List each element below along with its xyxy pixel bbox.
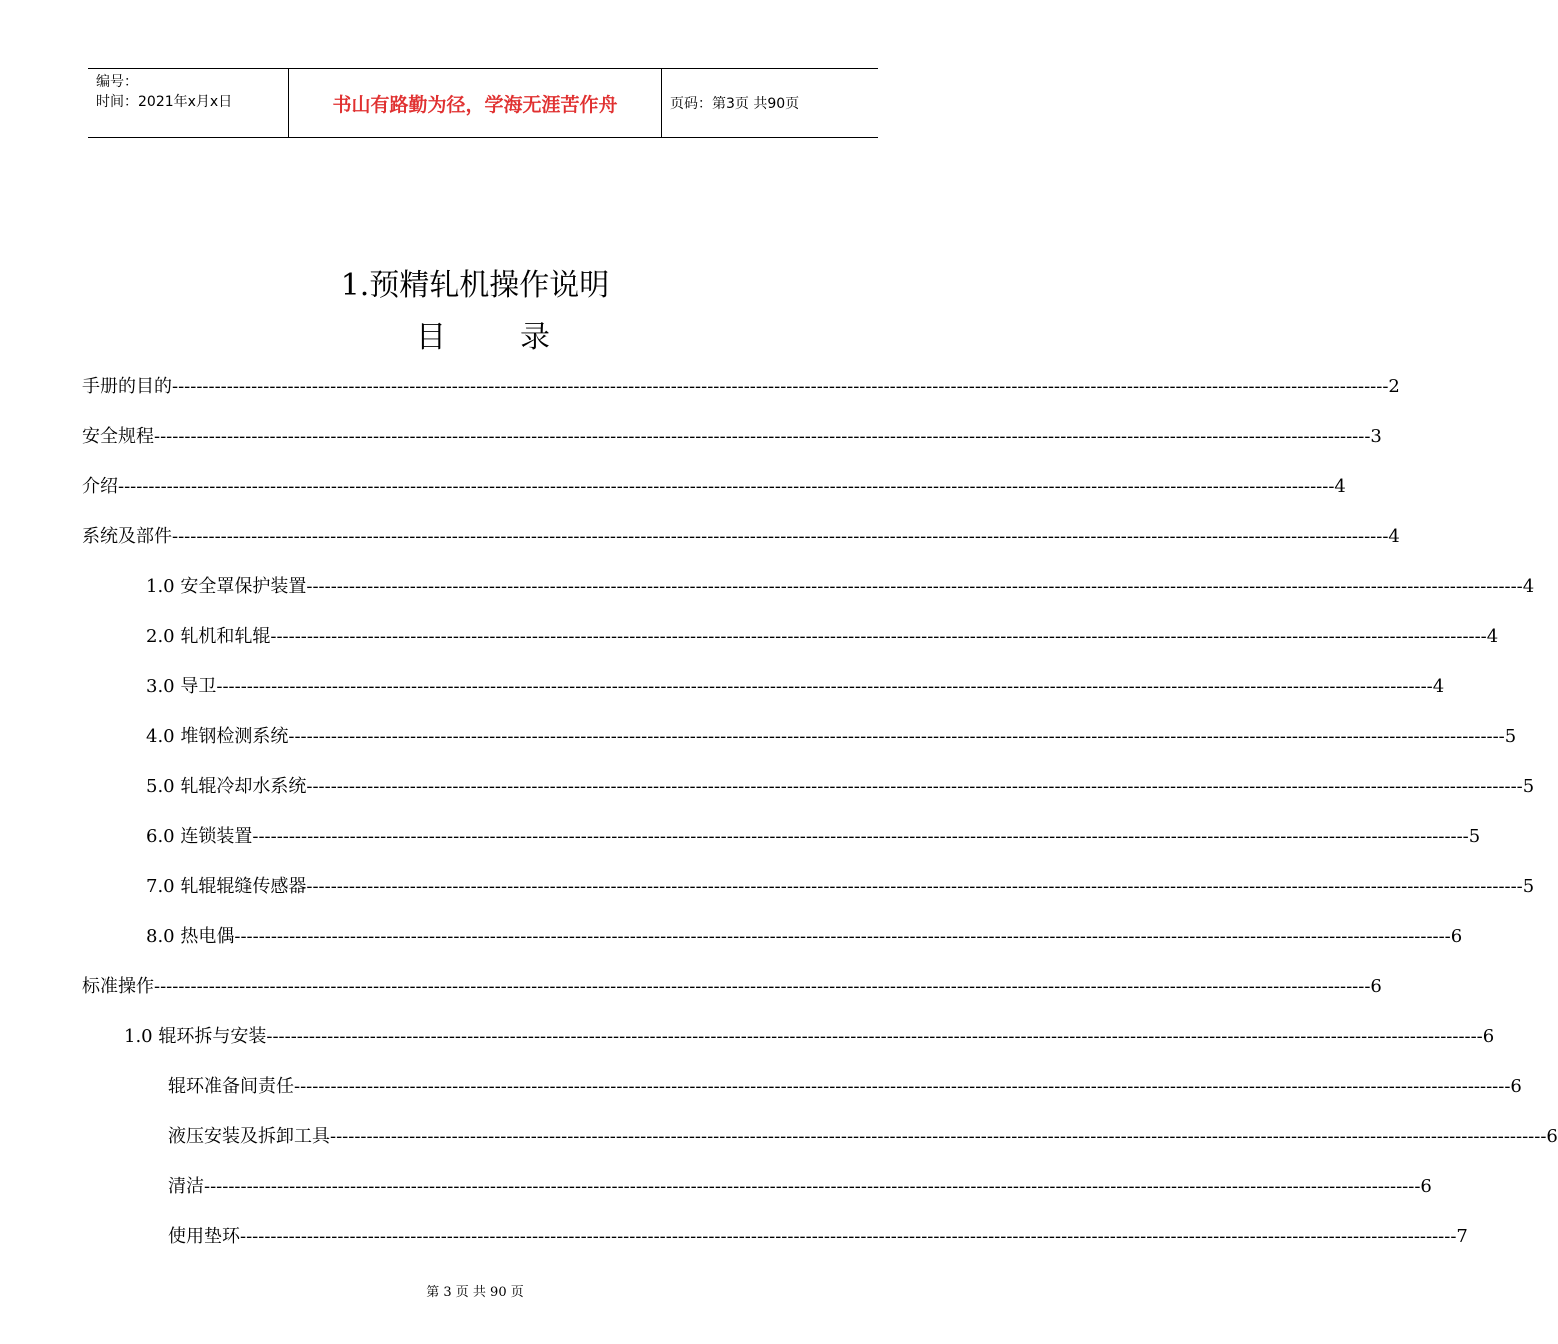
header-page-info: 页码：第3页 共90页 (670, 96, 800, 112)
toc-entry[interactable] (146, 674, 1445, 700)
toc-leader: -------------------------------------------------------------------------------------------------------------------------------------------------------------------------------------------------------- (330, 1126, 1547, 1147)
toc-entry-label: 1.0 安全罩保护装置 (146, 576, 307, 597)
toc-leader: -------------------------------------------------------------------------------------------------------------------------------------------------------------------------------------------------------- (216, 676, 1433, 697)
toc-entry-page: 7 (1456, 1226, 1468, 1247)
toc-entry-label: 标准操作 (82, 976, 154, 997)
toc-entry-label: 辊环准备间责任 (168, 1076, 294, 1097)
toc-entry[interactable] (168, 1224, 1468, 1250)
toc-entry[interactable] (168, 1124, 1558, 1150)
toc-leader: -------------------------------------------------------------------------------------------------------------------------------------------------------------------------------------------------------- (252, 826, 1469, 847)
toc-entry-label: 使用垫环 (168, 1226, 240, 1247)
toc-entry-label: 7.0 轧辊辊缝传感器 (146, 876, 307, 897)
toc-entry-label: 4.0 堆钢检测系统 (146, 726, 289, 747)
toc-entry[interactable] (146, 724, 1517, 750)
toc-entry-page: 4 (1388, 526, 1400, 547)
toc-entry-page: 6 (1370, 976, 1382, 997)
document-number: 编号： (96, 74, 138, 90)
toc-leader: -------------------------------------------------------------------------------------------------------------------------------------------------------------------------------------------------------- (306, 576, 1523, 597)
toc-leader: -------------------------------------------------------------------------------------------------------------------------------------------------------------------------------------------------------- (154, 426, 1371, 447)
toc-leader: -------------------------------------------------------------------------------------------------------------------------------------------------------------------------------------------------------- (118, 476, 1335, 497)
toc-leader: -------------------------------------------------------------------------------------------------------------------------------------------------------------------------------------------------------- (154, 976, 1371, 997)
toc-entry-page: 4 (1432, 676, 1445, 697)
toc-entry-page: 6 (1546, 1126, 1558, 1147)
toc-entry-label: 2.0 轧机和轧辊 (146, 626, 271, 647)
toc-entry[interactable] (146, 824, 1481, 850)
toc-entry[interactable] (82, 974, 1382, 1000)
header-motto-cell (288, 69, 662, 137)
toc-entry-page: 6 (1482, 1026, 1495, 1047)
toc-entry-page: 6 (1510, 1076, 1522, 1097)
toc-leader: -------------------------------------------------------------------------------------------------------------------------------------------------------------------------------------------------------- (234, 926, 1451, 947)
toc-entry-label: 5.0 轧辊冷却水系统 (146, 776, 307, 797)
toc-heading-mu: 目 (416, 320, 446, 355)
toc-leader: -------------------------------------------------------------------------------------------------------------------------------------------------------------------------------------------------------- (240, 1226, 1457, 1247)
toc-entry-page: 5 (1504, 726, 1517, 747)
toc-entry-page: 6 (1450, 926, 1463, 947)
toc-entry[interactable] (82, 524, 1400, 550)
document-title: 1.预精轧机操作说明 (340, 268, 610, 303)
toc-entry-page: 4 (1486, 626, 1499, 647)
toc-entry-label: 1.0 辊环拆与安装 (124, 1026, 267, 1047)
toc-entry[interactable] (146, 574, 1535, 600)
toc-entry[interactable] (82, 474, 1346, 500)
toc-entry-label: 介绍 (82, 476, 118, 497)
toc-leader: -------------------------------------------------------------------------------------------------------------------------------------------------------------------------------------------------------- (294, 1076, 1511, 1097)
toc-entry-label: 6.0 连锁装置 (146, 826, 253, 847)
toc-entry-label: 液压安装及拆卸工具 (168, 1126, 330, 1147)
toc-leader: -------------------------------------------------------------------------------------------------------------------------------------------------------------------------------------------------------- (306, 876, 1523, 897)
toc-entry-label: 清洁 (168, 1176, 204, 1197)
toc-leader: -------------------------------------------------------------------------------------------------------------------------------------------------------------------------------------------------------- (288, 726, 1505, 747)
toc-heading-lu: 录 (520, 320, 550, 355)
toc-entry[interactable] (168, 1174, 1432, 1200)
toc-entry-page: 2 (1388, 376, 1400, 397)
toc-entry-label: 系统及部件 (82, 526, 172, 547)
document-date: 时间：2021年x月x日 (96, 94, 233, 110)
toc-entry-page: 6 (1420, 1176, 1432, 1197)
toc-leader: -------------------------------------------------------------------------------------------------------------------------------------------------------------------------------------------------------- (204, 1176, 1421, 1197)
toc-leader: -------------------------------------------------------------------------------------------------------------------------------------------------------------------------------------------------------- (172, 376, 1389, 397)
toc-entry-page: 4 (1334, 476, 1346, 497)
toc-entry[interactable] (146, 874, 1535, 900)
toc-entry[interactable] (82, 424, 1382, 450)
toc-entry[interactable] (146, 774, 1535, 800)
toc-entry-page: 5 (1522, 876, 1535, 897)
toc-entry[interactable] (82, 374, 1400, 400)
toc-entry-page: 4 (1522, 576, 1535, 597)
toc-entry-label: 8.0 热电偶 (146, 926, 235, 947)
toc-entry[interactable] (146, 624, 1499, 650)
page-header (88, 68, 878, 138)
page-footer: 第 3 页 共 90 页 (426, 1285, 524, 1300)
toc-leader: -------------------------------------------------------------------------------------------------------------------------------------------------------------------------------------------------------- (306, 776, 1523, 797)
toc-entry[interactable] (124, 1024, 1495, 1050)
toc-entry[interactable] (146, 924, 1463, 950)
toc-entry[interactable] (168, 1074, 1522, 1100)
toc-entry-label: 手册的目的 (82, 376, 172, 397)
toc-entry-label: 安全规程 (82, 426, 154, 447)
toc-entry-label: 3.0 导卫 (146, 676, 217, 697)
toc-leader: -------------------------------------------------------------------------------------------------------------------------------------------------------------------------------------------------------- (172, 526, 1389, 547)
toc-entry-page: 3 (1370, 426, 1382, 447)
toc-entry-page: 5 (1522, 776, 1535, 797)
header-meta (88, 69, 288, 137)
toc-leader: -------------------------------------------------------------------------------------------------------------------------------------------------------------------------------------------------------- (266, 1026, 1483, 1047)
header-motto: 书山有路勤为径，学海无涯苦作舟 (332, 93, 618, 116)
toc-leader: -------------------------------------------------------------------------------------------------------------------------------------------------------------------------------------------------------- (270, 626, 1487, 647)
toc-entry-page: 5 (1468, 826, 1481, 847)
